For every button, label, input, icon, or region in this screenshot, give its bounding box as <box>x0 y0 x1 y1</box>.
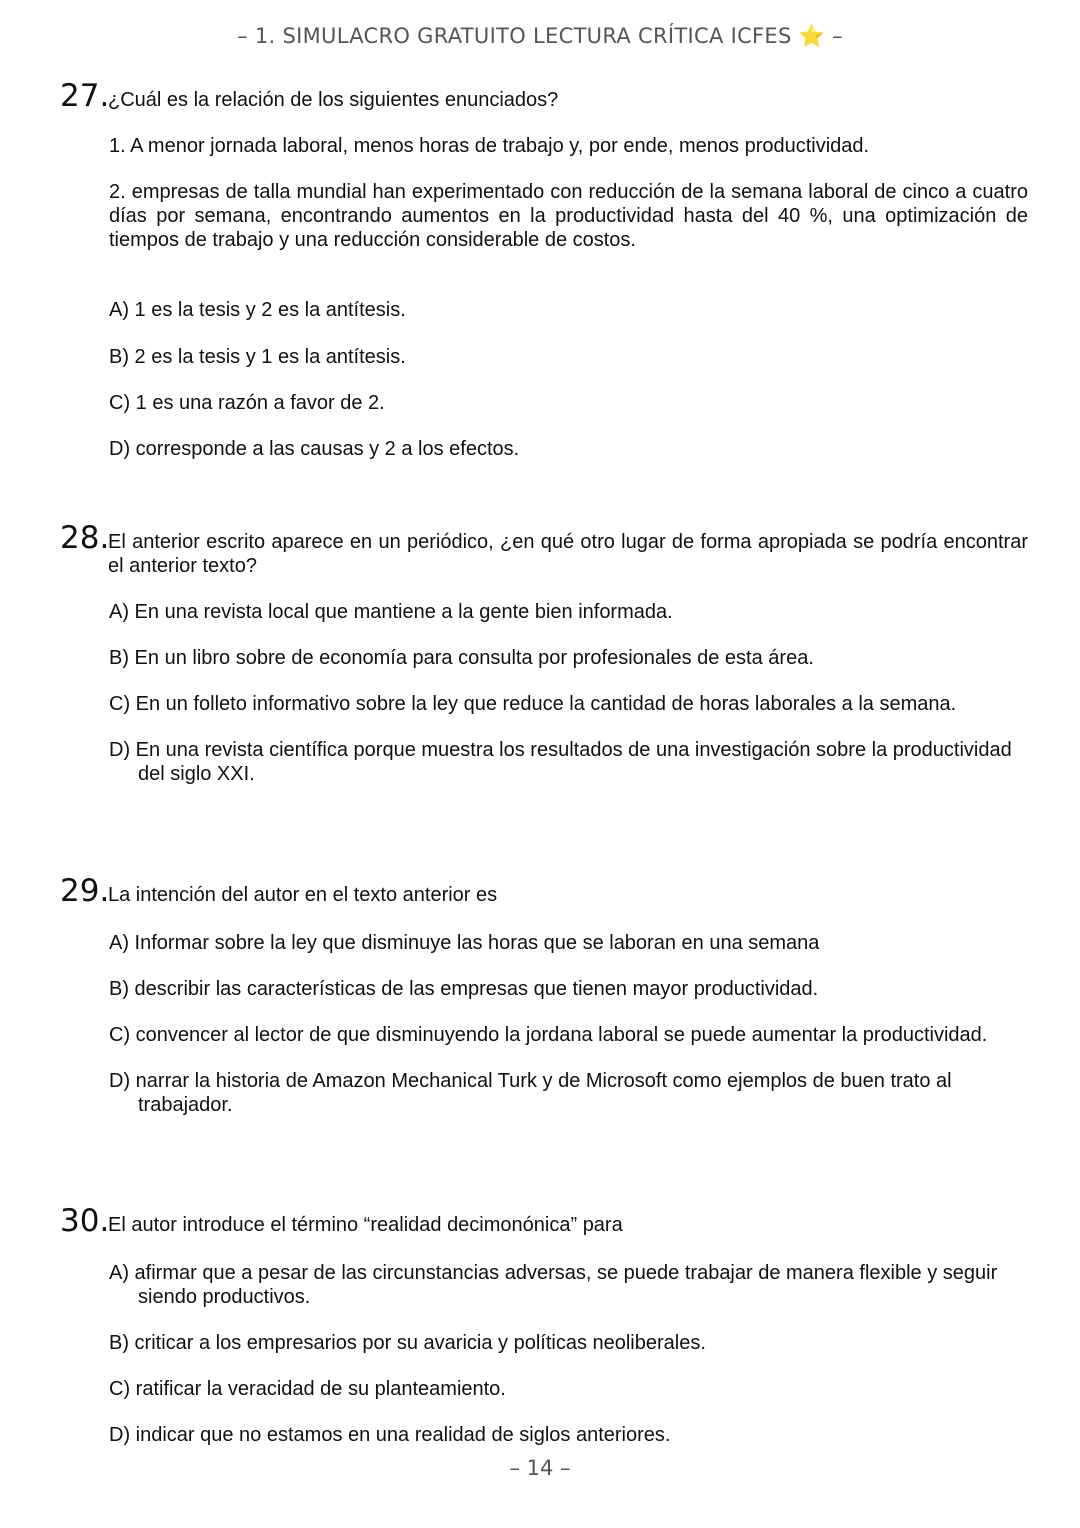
option-a[interactable]: A) 1 es la tesis y 2 es la antítesis. <box>109 299 406 321</box>
statement-1: 1. A menor jornada laboral, menos horas de trabajo y, por ende, menos productividad. <box>109 135 870 157</box>
header-title: – 1. SIMULACRO GRATUITO LECTURA CRÍTICA ICFES <box>237 24 792 48</box>
option-d[interactable]: D) corresponde a las causas y 2 a los efectos. <box>109 438 520 460</box>
option-a[interactable]: A) Informar sobre la ley que disminuye las horas que se laboran en una semana <box>109 932 820 954</box>
header-trail: – <box>832 24 843 48</box>
option-c[interactable]: C) ratificar la veracidad de su planteamiento. <box>109 1378 506 1400</box>
question-text: La intención del autor en el texto anterior es <box>108 884 498 906</box>
option-d[interactable]: D) indicar que no estamos en una realidad de siglos anteriores. <box>109 1424 671 1446</box>
question-text: El autor introduce el término “realidad decimonónica” para <box>108 1214 623 1236</box>
option-c[interactable]: C) convencer al lector de que disminuyendo la jordana laboral se puede aumentar la productividad. <box>109 1024 988 1046</box>
question-text: ¿Cuál es la relación de los siguientes enunciados? <box>108 89 559 111</box>
statement-2: 2. empresas de talla mundial han experimentado con reducción de la semana laboral de cinco a cuatro días por semana, encontrando aumentos en la productividad hasta del 40 %, una optimización de tiempos de trabajo y una reducción considerable de costos. <box>109 181 1028 251</box>
option-a[interactable]: A) En una revista local que mantiene a la gente bien informada. <box>109 601 673 623</box>
option-b[interactable]: B) criticar a los empresarios por su avaricia y políticas neoliberales. <box>109 1332 706 1354</box>
question-number: 30. <box>60 1203 110 1239</box>
question-27 <box>60 78 1028 461</box>
star-icon: ⭐ <box>798 24 826 48</box>
option-b[interactable]: B) describir las características de las empresas que tienen mayor productividad. <box>109 978 819 1000</box>
question-28 <box>60 520 1028 786</box>
question-text: El anterior escrito aparece en un periódico, ¿en qué otro lugar de forma apropiada se podría encontrar el anterior texto? <box>108 531 1028 577</box>
page-number: – 14 – <box>509 1456 571 1480</box>
page-header <box>0 24 1080 49</box>
option-b[interactable]: B) En un libro sobre de economía para consulta por profesionales de esta área. <box>109 647 814 669</box>
option-c[interactable]: C) En un folleto informativo sobre la ley que reduce la cantidad de horas laborales a la semana. <box>109 693 957 715</box>
option-d[interactable]: D) narrar la historia de Amazon Mechanical Turk y de Microsoft como ejemplos de buen trato al trabajador. <box>109 1070 952 1116</box>
question-number: 28. <box>60 520 110 556</box>
option-b[interactable]: B) 2 es la tesis y 1 es la antítesis. <box>109 346 406 368</box>
question-number: 27. <box>60 78 110 114</box>
question-30 <box>60 1203 1028 1447</box>
option-a[interactable]: A) afirmar que a pesar de las circunstancias adversas, se puede trabajar de manera flexible y seguir siendo productivos. <box>109 1262 998 1308</box>
question-number: 29. <box>60 873 110 909</box>
option-d[interactable]: D) En una revista científica porque muestra los resultados de una investigación sobre la productividad del siglo XXI. <box>109 739 1012 785</box>
question-29 <box>60 873 1028 1117</box>
option-c[interactable]: C) 1 es una razón a favor de 2. <box>109 392 385 414</box>
